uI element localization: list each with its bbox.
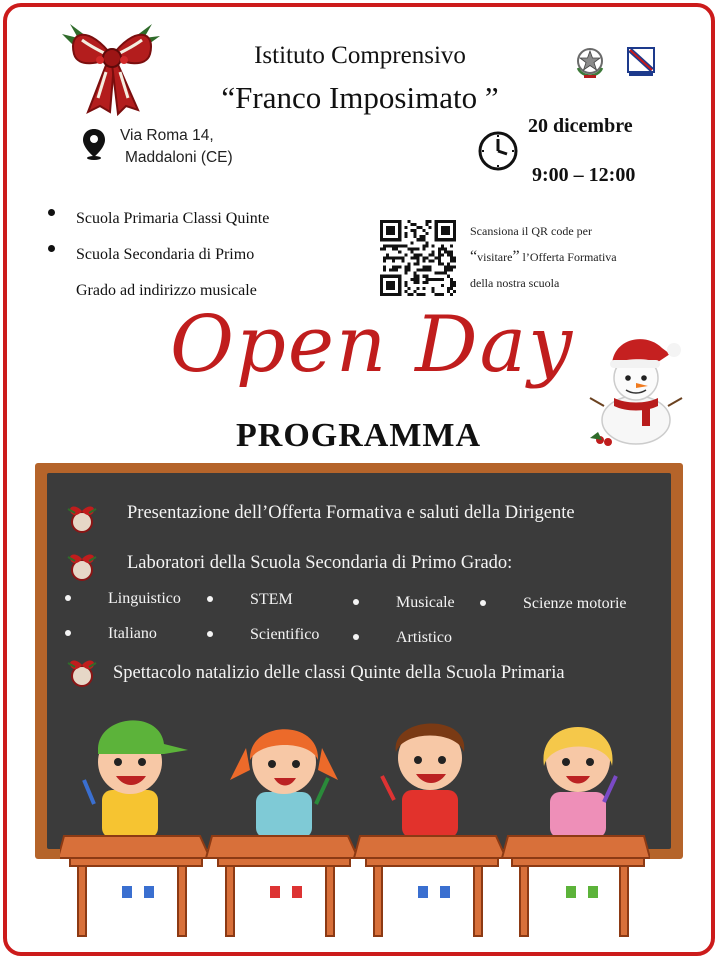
audience-item-primaria xyxy=(48,205,269,241)
lab-label: Artistico xyxy=(396,629,452,646)
bullet-icon xyxy=(65,630,71,636)
address-city: Maddaloni (CE) xyxy=(125,149,233,166)
bullet-icon xyxy=(207,596,213,602)
program-item-show: Spettacolo natalizio delle classi Quinte della Scuola Primaria xyxy=(113,663,565,683)
program-item-labs: Laboratori della Scuola Secondaria di Primo Grado: xyxy=(127,553,513,573)
lab-scienze-motorie xyxy=(523,595,627,613)
child-green-cap-icon xyxy=(84,720,188,838)
audience-item-label: Scuola Primaria Classi Quinte xyxy=(76,210,270,227)
bullet-icon xyxy=(353,634,359,640)
lab-label: STEM xyxy=(250,591,293,608)
child-brown-hair-icon xyxy=(382,723,464,838)
ornament-icon xyxy=(65,501,99,535)
lab-label: Musicale xyxy=(396,594,455,611)
qr-caption xyxy=(470,218,670,296)
lab-scientifico xyxy=(250,626,319,644)
ornament-icon xyxy=(65,549,99,583)
close-quote: ” xyxy=(512,248,520,265)
qr-caption-visitare: visitare xyxy=(477,250,513,264)
open-day-title: Open Day xyxy=(170,300,575,390)
lab-musicale xyxy=(396,594,455,612)
child-red-hair-icon xyxy=(230,729,338,838)
children-at-desks-illustration xyxy=(60,700,650,950)
lab-label: Linguistico xyxy=(108,590,181,607)
clock-icon xyxy=(477,130,519,172)
bullet-icon xyxy=(48,209,55,216)
bullet-icon xyxy=(48,245,55,252)
school-name-line1: Istituto Comprensivo xyxy=(254,42,466,69)
qr-caption-line3: della nostra scuola xyxy=(470,276,560,290)
lab-stem xyxy=(250,591,293,609)
child-blonde-hair-icon xyxy=(543,727,616,838)
program-heading: PROGRAMMA xyxy=(236,417,482,454)
lab-artistico xyxy=(396,629,452,647)
qr-caption-line2 xyxy=(470,244,670,270)
audience-list xyxy=(48,205,269,311)
lab-italiano xyxy=(108,625,157,643)
lab-label: Scientifico xyxy=(250,626,320,643)
italian-emblem-icon xyxy=(574,46,606,80)
audience-item-label: Scuola Secondaria di Primo xyxy=(76,246,255,263)
audience-item-secondaria xyxy=(48,241,269,277)
event-date: 20 dicembre xyxy=(528,115,633,137)
bullet-icon xyxy=(353,599,359,605)
school-name-line2: “Franco Imposimato ” xyxy=(221,80,499,115)
audience-item-label: Grado ad indirizzo musicale xyxy=(76,282,257,299)
qr-caption-rest: l’Offerta Formativa xyxy=(519,250,617,264)
bullet-icon xyxy=(480,600,486,606)
bullet-icon xyxy=(65,595,71,601)
address-street: Via Roma 14, xyxy=(120,127,214,144)
ornament-icon xyxy=(65,655,99,689)
school-address xyxy=(120,125,233,169)
bullet-icon xyxy=(207,631,213,637)
lab-linguistico xyxy=(108,590,181,608)
qr-code[interactable] xyxy=(380,220,456,296)
christmas-bow-icon xyxy=(60,16,164,116)
program-item-presentation: Presentazione dell’Offerta Formativa e saluti della Dirigente xyxy=(127,503,575,523)
snowman-icon xyxy=(586,328,686,448)
event-time: 9:00 – 12:00 xyxy=(532,164,636,186)
lab-label: Scienze motorie xyxy=(523,595,627,612)
location-pin-icon xyxy=(81,127,107,161)
lab-label: Italiano xyxy=(108,625,157,642)
open-quote: “ xyxy=(470,248,478,265)
campania-region-icon xyxy=(626,46,656,78)
qr-caption-line1: Scansiona il QR code per xyxy=(470,224,592,238)
